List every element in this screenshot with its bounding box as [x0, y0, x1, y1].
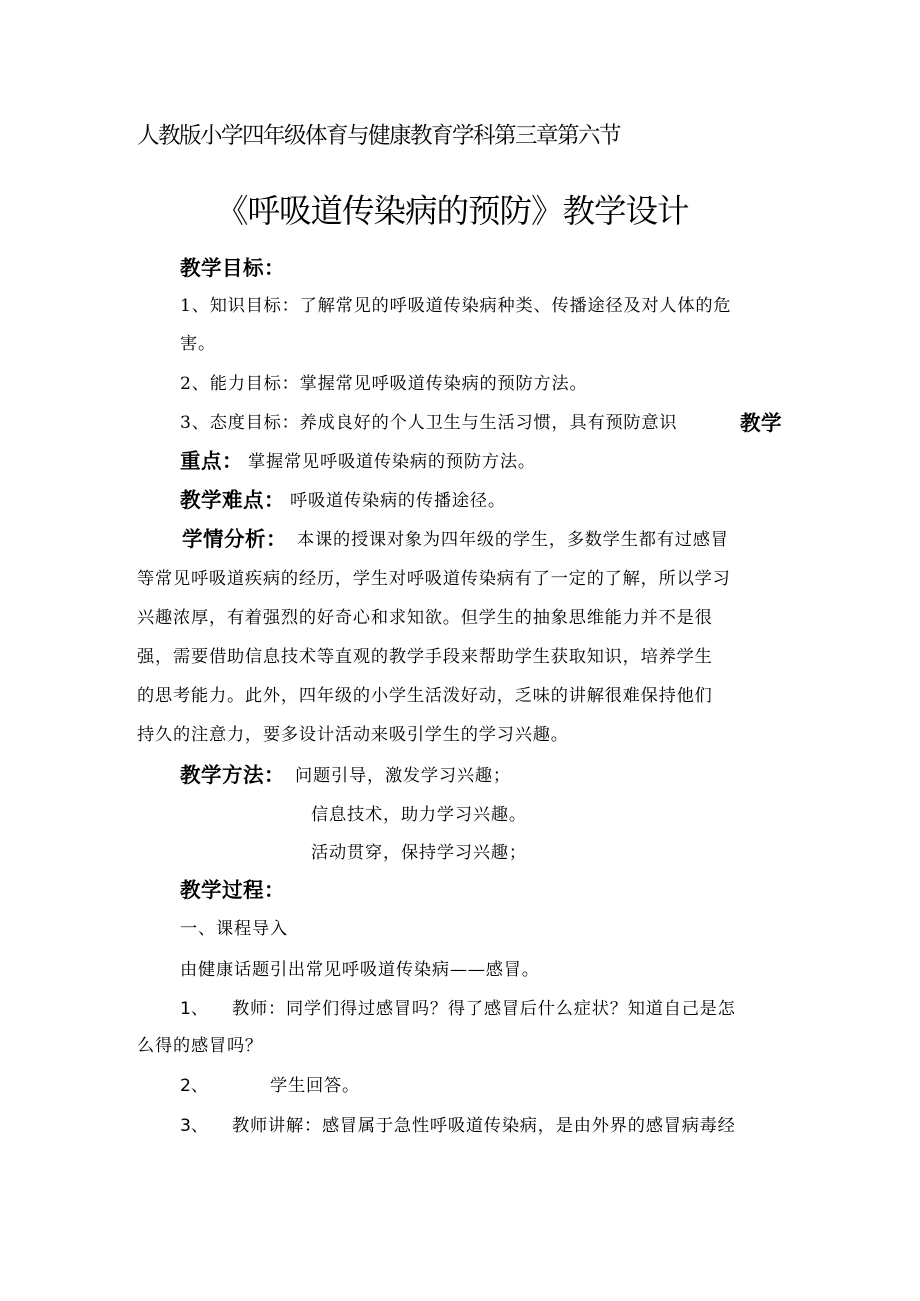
difficulty-heading: 教学难点： — [180, 488, 285, 512]
step-2-text: 学生回答。 — [270, 1076, 360, 1096]
step-1-line-1: 教师：同学们得过感冒吗？得了感冒后什么症状？知道自己是怎 — [232, 999, 736, 1019]
key-points-heading-part-2: 重点： — [180, 449, 243, 473]
analysis-line-1: 本课的授课对象为四年级的学生，多数学生都有过感冒 — [297, 530, 729, 550]
analysis-line-4: 强，需要借助信息技术等直观的教学手段来帮助学生获取知识，培养学生 — [137, 647, 713, 667]
step-3-number: 3、 — [180, 1116, 209, 1136]
document-title: 《呼吸道传染病的预防》教学设计 — [216, 192, 689, 230]
method-item-2: 信息技术，助力学习兴趣。 — [311, 805, 527, 825]
step-2-number: 2、 — [180, 1076, 209, 1096]
method-item-1: 问题引导，激发学习兴趣； — [295, 766, 511, 786]
key-points-heading-part-1: 教学 — [740, 411, 782, 435]
analysis-line-6: 持久的注意力，要多设计活动来吸引学生的学习兴趣。 — [137, 725, 569, 745]
analysis-line-2: 等常见呼吸道疾病的经历，学生对呼吸道传染病有了一定的了解，所以学习 — [137, 569, 731, 589]
methods-heading: 教学方法： — [180, 763, 285, 787]
step-1-number: 1、 — [180, 999, 209, 1019]
objective-item-1-line-2: 害。 — [180, 334, 216, 354]
analysis-heading: 学情分析： — [182, 527, 287, 551]
document-subtitle: 人教版小学四年级体育与健康教育学科第三章第六节 — [137, 123, 621, 149]
key-points-text: 掌握常见呼吸道传染病的预防方法。 — [248, 452, 536, 472]
difficulty-text: 呼吸道传染病的传播途径。 — [290, 491, 506, 511]
objective-item-2: 2、能力目标：掌握常见呼吸道传染病的预防方法。 — [180, 374, 588, 394]
method-item-3: 活动贯穿，保持学习兴趣； — [311, 843, 527, 863]
step-3-text: 教师讲解：感冒属于急性呼吸道传染病，是由外界的感冒病毒经 — [232, 1116, 736, 1136]
objective-item-1-line-1: 1、知识目标：了解常见的呼吸道传染病种类、传播途径及对人体的危 — [180, 296, 732, 316]
process-intro: 由健康话题引出常见呼吸道传染病——感冒。 — [180, 960, 540, 980]
objectives-heading: 教学目标： — [180, 256, 285, 280]
analysis-line-3: 兴趣浓厚，有着强烈的好奇心和求知欲。但学生的抽象思维能力并不是很 — [137, 608, 713, 628]
process-section-1-heading: 一、课程导入 — [180, 919, 288, 939]
step-1-line-2: 么得的感冒吗？ — [137, 1036, 263, 1056]
objective-item-3: 3、态度目标：养成良好的个人卫生与生活习惯，具有预防意识 — [180, 413, 678, 433]
analysis-line-5: 的思考能力。此外，四年级的小学生活泼好动，乏味的讲解很难保持他们 — [137, 686, 713, 706]
process-heading: 教学过程： — [180, 878, 285, 902]
